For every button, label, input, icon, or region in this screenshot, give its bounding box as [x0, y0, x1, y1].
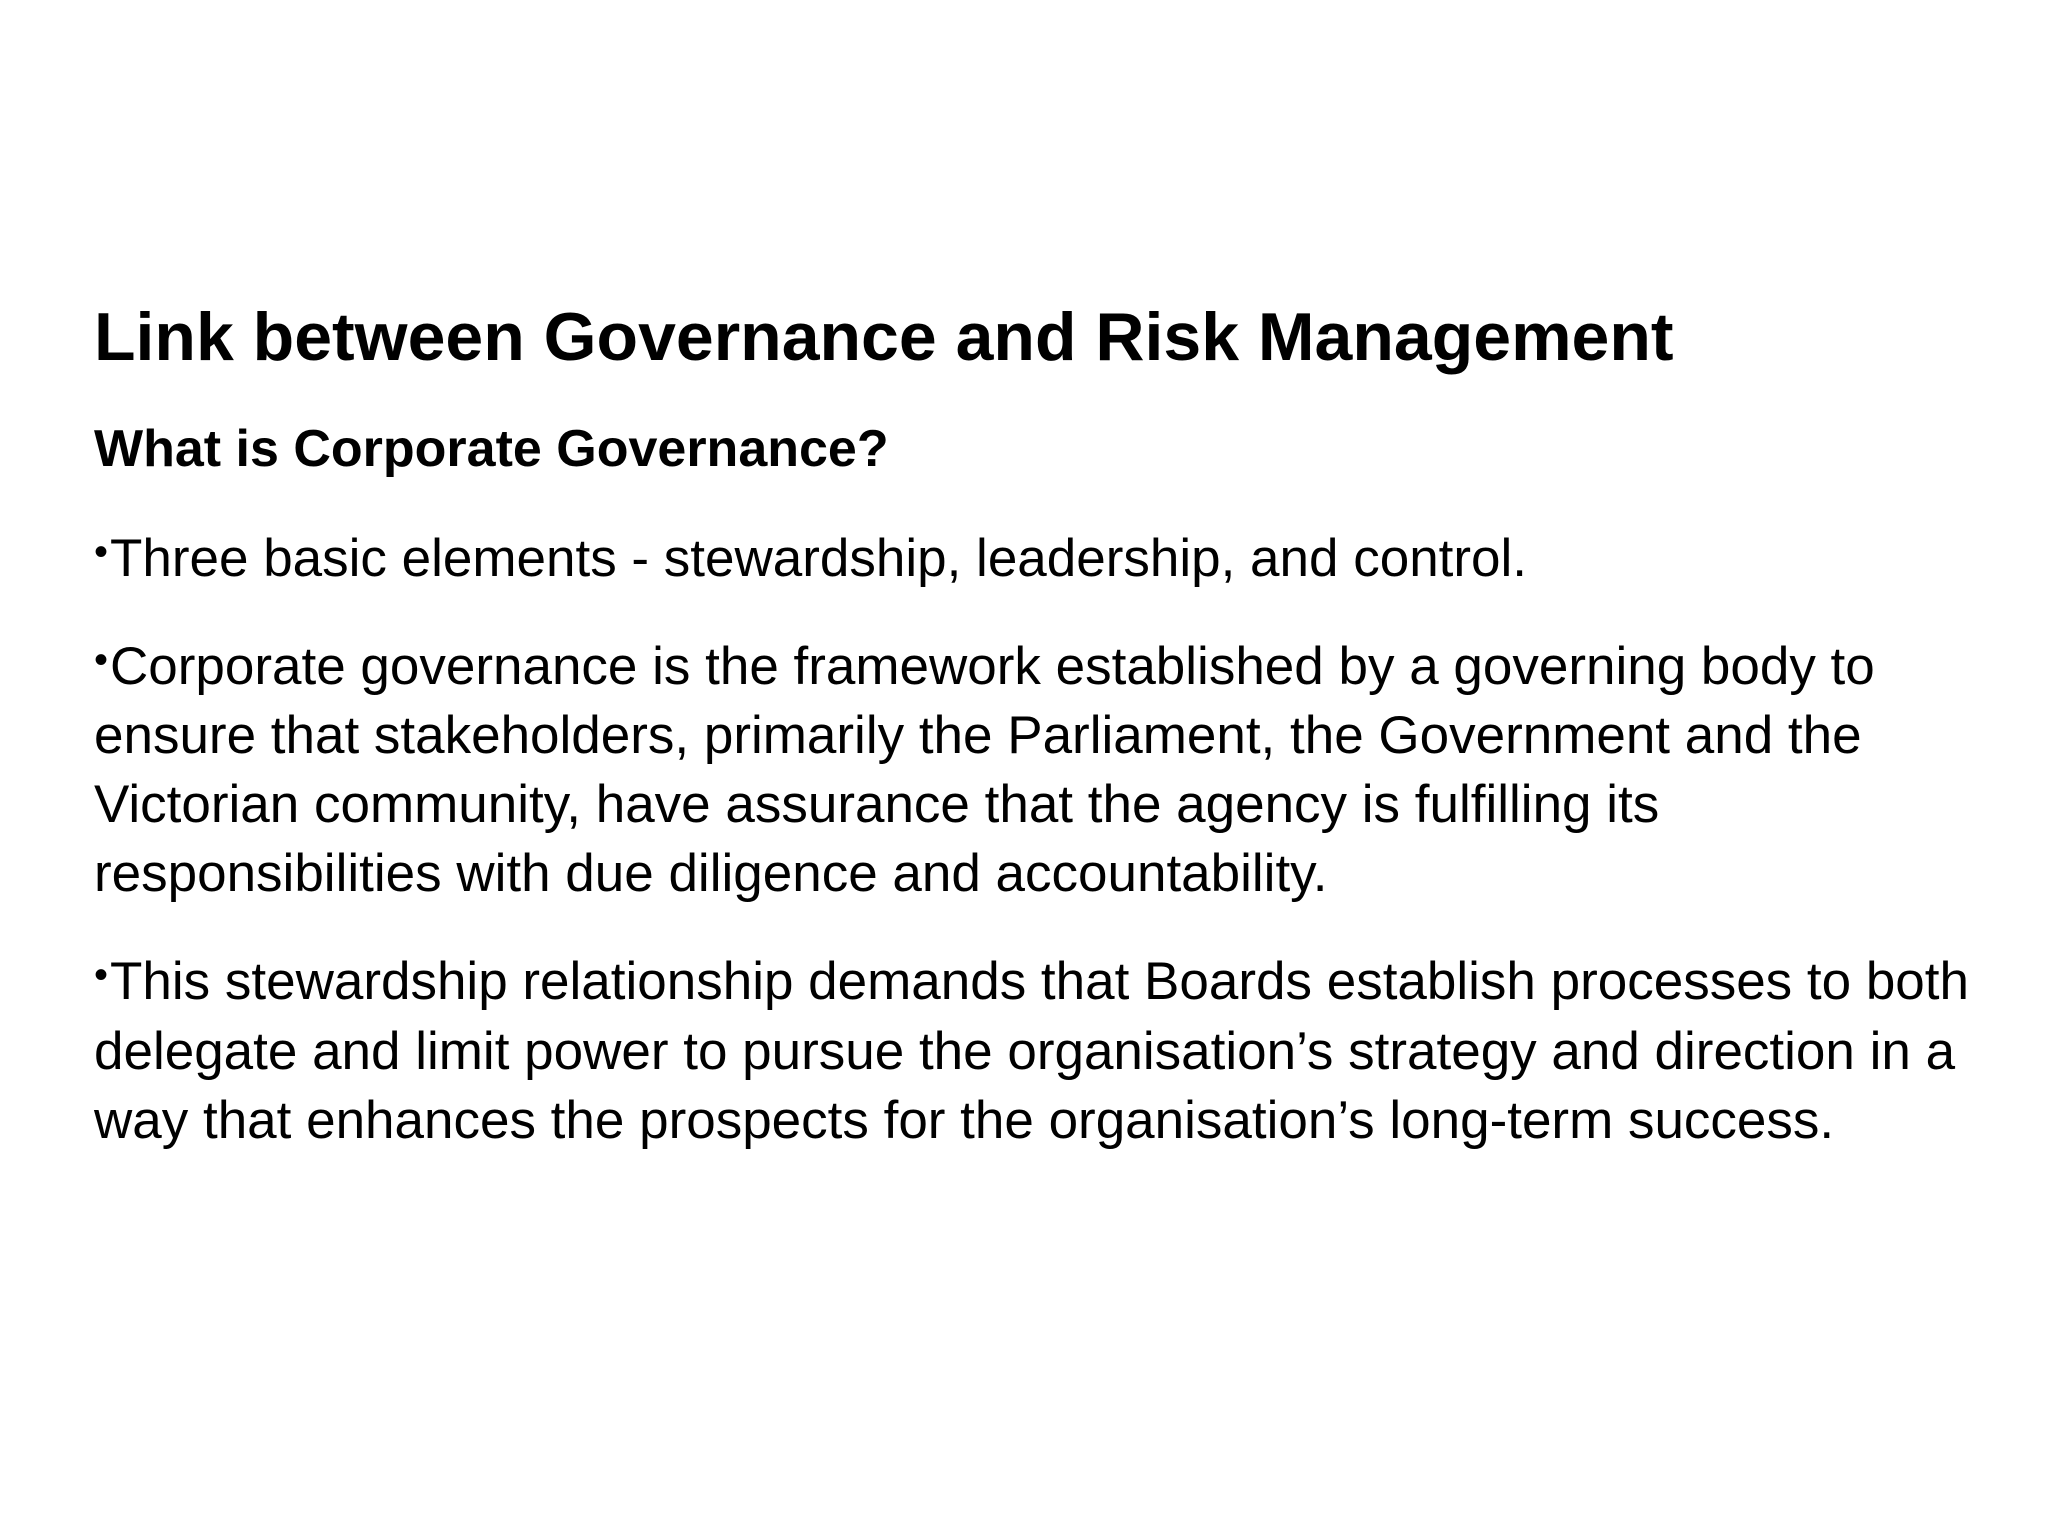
slide-title: Link between Governance and Risk Management [94, 299, 1674, 375]
bullet-text: Corporate governance is the framework established by a governing body to ensure that stakeholders, primarily the Parliament, the Government and the Victorian community, have assurance that the agency is fulfilling its responsibilities with due diligence and accountability. [94, 637, 1875, 904]
bullet-text: This stewardship relationship demands that Boards establish processes to both delegate and limit power to pursue the organisation’s strategy and direction in a way that enhances the prospects for the organisation’s long-term success. [94, 952, 1969, 1150]
bullet-marker: • [94, 953, 109, 998]
bullet-text: Three basic elements - stewardship, leadership, and control. [110, 529, 1528, 589]
bullet-marker: • [94, 638, 109, 683]
bullet-item [94, 626, 2014, 908]
bullet-item [94, 941, 2014, 1154]
bullet-list [94, 518, 2014, 1188]
slide-subtitle: What is Corporate Governance? [94, 420, 889, 478]
bullet-item [94, 518, 2014, 593]
bullet-marker: • [94, 530, 109, 574]
